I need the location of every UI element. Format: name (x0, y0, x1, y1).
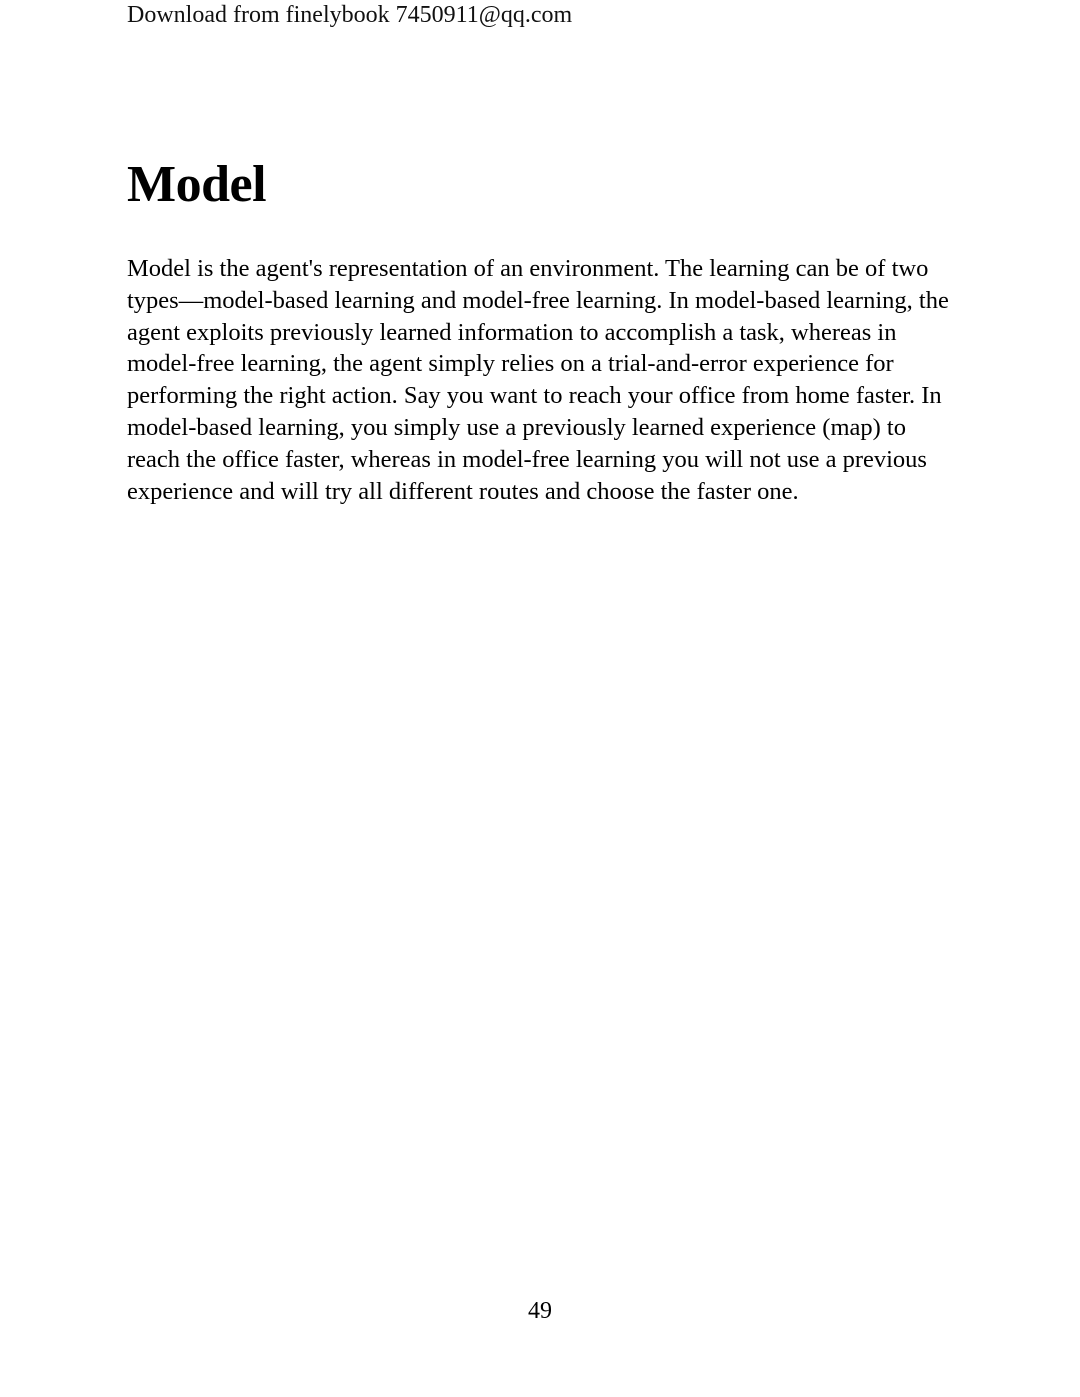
download-watermark: Download from finelybook 7450911@qq.com (127, 2, 573, 28)
page-number: 49 (528, 1298, 552, 1324)
section-title: Model (127, 156, 267, 213)
body-paragraph: Model is the agent's representation of an environment. The learning can be of two types—model-based learning and model-free learning. In model-based learning, the agent exploits previously learned information to accomplish a task, whereas in model-free learning, the agent simply relies on a trial-and-error experience for performing the right action. Say you want to reach your office from home faster. In model-based learning, you simply use a previously learned experience (map) to reach the office faster, whereas in model-free learning you will not use a previous experience and will try all different routes and choose the faster one. (127, 255, 949, 505)
